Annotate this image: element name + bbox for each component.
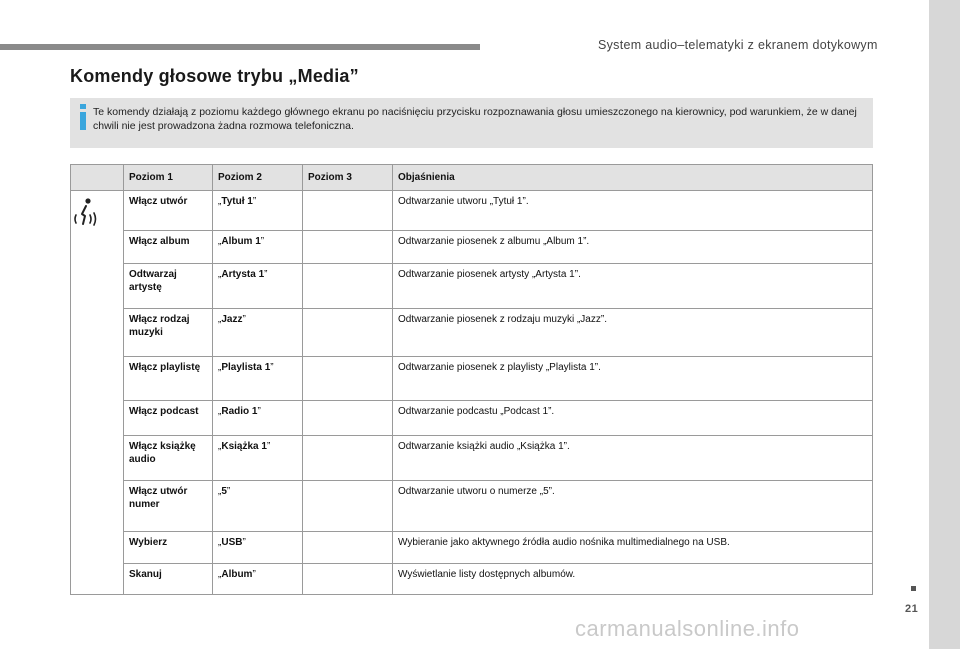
table-header-row: [71, 165, 873, 191]
table-row: [71, 264, 873, 309]
cell-level-2: [213, 357, 303, 401]
quote-open: „: [218, 196, 222, 207]
header-level-2: Poziom 2: [213, 165, 303, 191]
page-marker: [911, 586, 916, 591]
command-keyword: 5: [221, 486, 227, 497]
table-row: [71, 401, 873, 436]
command-keyword: Artysta 1: [221, 269, 265, 280]
cell-level-3: [303, 264, 393, 309]
cell-level-3: [303, 481, 393, 532]
quote-close: ”: [266, 441, 271, 452]
cell-level-2: [213, 436, 303, 481]
top-decor-bar: [0, 44, 480, 50]
cell-level-2: [213, 191, 303, 231]
command-keyword: Album: [221, 569, 253, 580]
cell-explanation: Odtwarzanie piosenek z playlisty „Playlista 1”.: [393, 357, 873, 401]
quote-open: „: [218, 486, 222, 497]
command-keyword: Tytuł 1: [221, 196, 253, 207]
watermark: carmanualsonline.info: [575, 616, 800, 641]
voice-commands-table: [70, 164, 873, 595]
table-row: [71, 231, 873, 264]
cell-level-2: [213, 309, 303, 357]
quote-open: „: [218, 314, 222, 325]
section-title: System audio–telematyki z ekranem dotykowym: [598, 38, 878, 52]
cell-explanation: Odtwarzanie utworu o numerze „5”.: [393, 481, 873, 532]
command-keyword: Książka 1: [221, 441, 267, 452]
cell-explanation: Odtwarzanie utworu „Tytuł 1”.: [393, 191, 873, 231]
cell-level-3: [303, 436, 393, 481]
cell-level-3: [303, 564, 393, 595]
quote-open: „: [218, 362, 222, 373]
quote-close: ”: [252, 569, 256, 580]
page-title: Komendy głosowe trybu „Media”: [70, 66, 359, 86]
cell-explanation: Wybieranie jako aktywnego źródła audio nośnika multimedialnego na USB.: [393, 532, 873, 564]
command-keyword: Jazz: [221, 314, 243, 325]
cell-explanation: Odtwarzanie książki audio „Książka 1”.: [393, 436, 873, 481]
cell-level-1: Włącz playlistę: [124, 357, 213, 401]
cell-level-3: [303, 309, 393, 357]
cell-level-3: [303, 191, 393, 231]
command-keyword: USB: [221, 537, 243, 548]
table-row: [71, 191, 873, 231]
cell-level-2: [213, 231, 303, 264]
cell-level-1: Włącz album: [124, 231, 213, 264]
cell-level-2: [213, 401, 303, 436]
quote-open: „: [218, 406, 222, 417]
command-keyword: Radio 1: [221, 406, 258, 417]
command-keyword: Album 1: [221, 236, 261, 247]
cell-explanation: Odtwarzanie piosenek z albumu „Album 1”.: [393, 231, 873, 264]
icon-cell: [71, 191, 124, 595]
quote-close: ”: [264, 269, 268, 280]
cell-level-1: Wybierz: [124, 532, 213, 564]
cell-level-2: [213, 264, 303, 309]
table-row: [71, 309, 873, 357]
cell-level-1: Włącz rodzaj muzyki: [124, 309, 213, 357]
cell-explanation: Odtwarzanie piosenek artysty „Artysta 1”.: [393, 264, 873, 309]
command-keyword: Playlista 1: [221, 362, 271, 373]
table-row: [71, 436, 873, 481]
header-level-3: Poziom 3: [303, 165, 393, 191]
quote-open: „: [218, 441, 222, 452]
cell-explanation: Odtwarzanie podcastu „Podcast 1”.: [393, 401, 873, 436]
header-level-1: Poziom 1: [124, 165, 213, 191]
quote-close: ”: [260, 236, 265, 247]
cell-level-1: Włącz podcast: [124, 401, 213, 436]
quote-open: „: [218, 537, 222, 548]
cell-level-1: Włącz utwór: [124, 191, 213, 231]
cell-explanation: Wyświetlanie listy dostępnych albumów.: [393, 564, 873, 595]
cell-level-2: [213, 564, 303, 595]
table-row: [71, 481, 873, 532]
quote-close: ”: [252, 196, 257, 207]
quote-close: ”: [270, 362, 274, 373]
quote-close: ”: [242, 537, 246, 548]
right-page-strip: [929, 0, 960, 649]
cell-level-3: [303, 231, 393, 264]
quote-close: ”: [226, 486, 231, 497]
table-row: [71, 564, 873, 595]
voice-command-icon: [71, 197, 99, 227]
cell-level-2: [213, 481, 303, 532]
table-row: [71, 357, 873, 401]
quote-open: „: [218, 569, 222, 580]
quote-close: ”: [257, 406, 261, 417]
cell-level-3: [303, 532, 393, 564]
info-box: [70, 98, 873, 148]
cell-level-1: Włącz utwór numer: [124, 481, 213, 532]
quote-open: „: [218, 269, 222, 280]
info-icon: [78, 104, 88, 130]
header-explanations: Objaśnienia: [393, 165, 873, 191]
table-row: [71, 532, 873, 564]
page-number: 21: [905, 603, 919, 615]
cell-level-3: [303, 401, 393, 436]
info-text: Te komendy działają z poziomu każdego głównego ekranu po naciśnięciu przycisku rozpoznawania głosu umieszczonego na kierownicy, pod warunkiem, że w danej chwili nie jest prowadzona żadna rozmowa telefoniczna.: [93, 106, 857, 132]
cell-level-3: [303, 357, 393, 401]
cell-explanation: Odtwarzanie piosenek z rodzaju muzyki „Jazz”.: [393, 309, 873, 357]
cell-level-1: Włącz książkę audio: [124, 436, 213, 481]
cell-level-1: Skanuj: [124, 564, 213, 595]
cell-level-2: [213, 532, 303, 564]
quote-open: „: [218, 236, 222, 247]
header-icon-cell: [71, 165, 124, 191]
cell-level-1: Odtwarzaj artystę: [124, 264, 213, 309]
quote-close: ”: [242, 314, 246, 325]
